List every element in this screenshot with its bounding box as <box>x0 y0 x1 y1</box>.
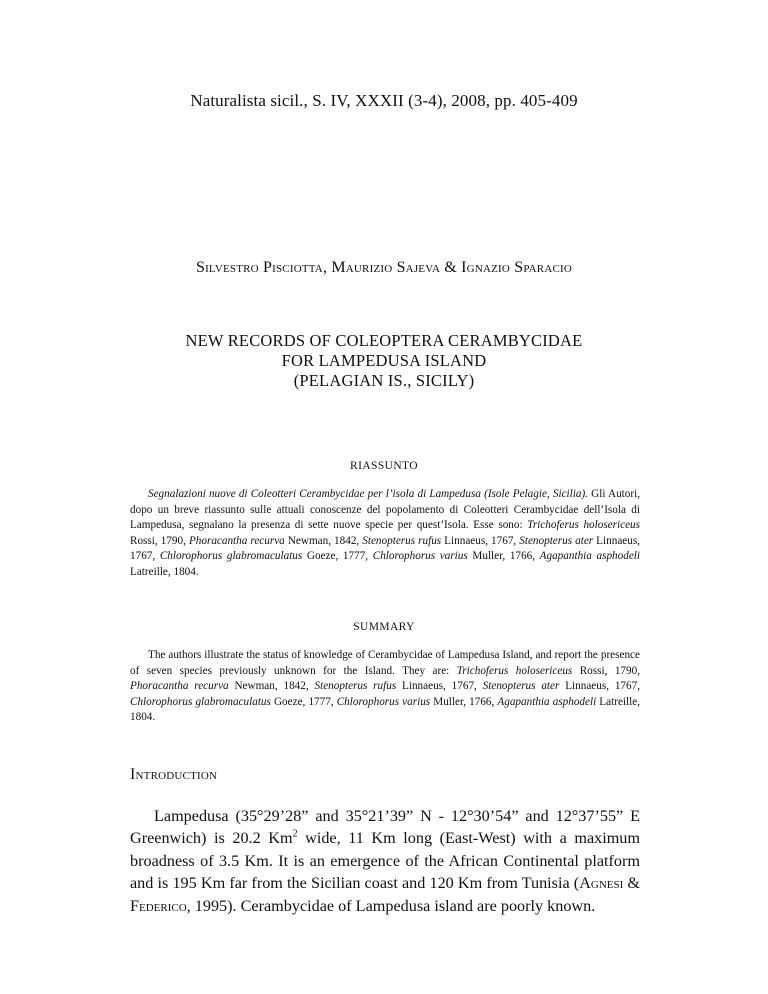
species-author: Goeze, 1777, <box>270 695 337 708</box>
species-name: Chlorophorus glabromaculatus <box>130 695 271 708</box>
title-line: (PELAGIAN IS., SICILY) <box>293 371 475 390</box>
species-author: Linnaeus, 1767, <box>441 534 520 547</box>
species-name: Phoracantha recurva <box>130 680 229 692</box>
journal-citation: Naturalista sicil., S. IV, XXXII (3-4), 2008, pp. 405-409 <box>190 91 578 110</box>
species-author: Muller, 1766, <box>467 550 540 562</box>
species-author: Latreille, 1804. <box>130 695 640 723</box>
intro-text: wide, 11 Km long (East-West) with a maximum broadness of 3.5 Km. It is an emergence of the African Continental platform and is 195 Km far from the Sicilian coast and 120 Km from Tunisia ( <box>130 829 640 893</box>
species-name: Chlorophorus varius <box>372 550 468 562</box>
riassunto-text: Gli Autori, dopo un breve riassunto sulle attuali conoscenze del popolamento di Coleotteri Cerambycidae dell’Isola di Lampedusa, segnalano la presenza di sette nuove specie per quest’Isola. Esse sono: <box>130 488 640 531</box>
citation-author: Agnesi <box>579 874 624 893</box>
riassunto-heading: RIASSUNTO <box>350 460 418 472</box>
species-name: Phoracantha recurva <box>188 534 285 547</box>
species-author: Newman, 1842, <box>284 534 363 547</box>
summary-text: The authors illustrate the status of knowledge of Cerambycidae of Lampedusa Island, and report the presence of seven species previously unknown for the Island. They are: <box>130 649 640 677</box>
introduction-heading: Introduction <box>130 766 218 783</box>
summary-heading: SUMMARY <box>353 621 415 633</box>
species-name: Stenopterus ater <box>482 680 560 692</box>
summary-paragraph <box>130 648 640 726</box>
species-author: Rossi, 1790, <box>130 534 189 547</box>
introduction-paragraph <box>130 805 640 917</box>
species-name: Chlorophorus glabromaculatus <box>159 550 303 562</box>
paper-title <box>0 331 768 391</box>
species-name: Chlorophorus varius <box>336 695 431 708</box>
species-name: Agapanthia asphodeli <box>539 550 641 562</box>
title-line: NEW RECORDS OF COLEOPTERA CERAMBYCIDAE <box>185 331 583 350</box>
species-name: Stenopterus rufus <box>314 680 397 692</box>
species-name: Stenopterus rufus <box>362 534 442 547</box>
superscript: 2 <box>292 829 298 841</box>
intro-text: Lampedusa (35°29’28” and 35°21’39” N - 12°30’54” and 12°37’55” E Greenwich) is 20.2 Km <box>130 807 640 848</box>
riassunto-italian-title: Segnalazioni nuove di Coleotteri Cerambycidae per l’isola di Lampedusa (Isole Pelagie, Sicilia). <box>148 488 588 500</box>
species-name: Trichoferus holosericeus <box>456 664 573 677</box>
species-author: Linnaeus, 1767, <box>559 680 641 692</box>
riassunto-paragraph <box>130 487 640 580</box>
title-line: FOR LAMPEDUSA ISLAND <box>281 351 487 370</box>
species-author: Rossi, 1790, <box>572 664 640 677</box>
author-list: Silvestro Pisciotta, Maurizio Sajeva & Ignazio Sparacio <box>195 259 573 276</box>
species-name: Trichoferus holosericeus <box>527 519 640 531</box>
citation-author: Federico <box>130 896 187 915</box>
species-author: Linnaeus, 1767, <box>396 680 483 692</box>
species-name: Stenopterus ater <box>519 534 594 547</box>
species-author: Linnaeus, 1767, <box>130 534 640 562</box>
species-author: Muller, 1766, <box>430 695 498 708</box>
species-author: Goeze, 1777, <box>302 550 373 562</box>
species-author: Newman, 1842, <box>228 680 315 692</box>
intro-text: , 1995). Cerambycidae of Lampedusa island are poorly known. <box>186 896 596 915</box>
species-author: Latreille, 1804. <box>130 565 199 578</box>
species-name: Agapanthia asphodeli <box>497 695 597 708</box>
intro-text: & <box>623 874 641 893</box>
